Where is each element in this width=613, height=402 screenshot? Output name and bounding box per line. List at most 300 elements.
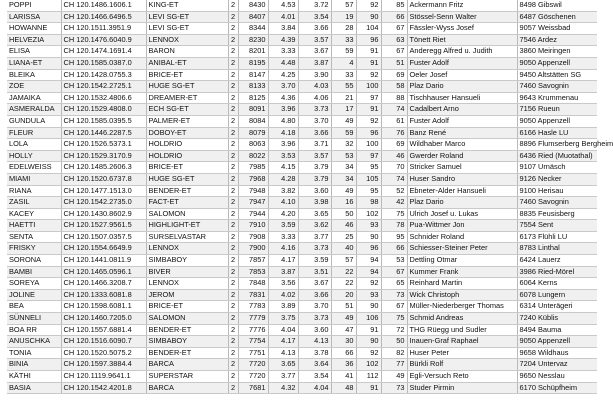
owner-cell: Anderegg Alfred u. Judith xyxy=(407,46,517,58)
table-row xyxy=(7,115,597,127)
stat-a-cell: 25 xyxy=(331,231,356,243)
owner-cell: Plaz Dario xyxy=(407,197,517,209)
cow-name-cell: LARISSA xyxy=(7,11,61,23)
sire-cell: PALMER-ET xyxy=(146,115,228,127)
table-row xyxy=(7,11,597,23)
table-row xyxy=(7,81,597,93)
cow-id-cell: CH 120.1527.9561.5 xyxy=(61,220,146,232)
cow-name-cell: HOWANNE xyxy=(7,23,61,35)
table-row xyxy=(7,104,597,116)
fat-pct-cell: 4.48 xyxy=(268,57,298,69)
location-cell: 8494 Bauma xyxy=(517,324,597,336)
lactation-cell: 2 xyxy=(228,104,238,116)
fat-pct-cell: 3.82 xyxy=(268,185,298,197)
milk-kg-cell: 7900 xyxy=(238,243,268,255)
milk-kg-cell: 8201 xyxy=(238,46,268,58)
protein-pct-cell: 3.79 xyxy=(298,173,331,185)
owner-cell: Fuster Adolf xyxy=(407,57,517,69)
lactation-cell: 2 xyxy=(228,220,238,232)
location-cell: 6078 Lungern xyxy=(517,289,597,301)
stat-b-cell: 93 xyxy=(356,289,381,301)
fat-pct-cell: 4.10 xyxy=(268,197,298,209)
stat-a-cell: 30 xyxy=(331,336,356,348)
stat-a-cell: 33 xyxy=(331,69,356,81)
stat-c-cell: 82 xyxy=(381,347,407,359)
sire-cell: FACT-ET xyxy=(146,197,228,209)
milk-kg-cell: 8063 xyxy=(238,139,268,151)
milk-kg-cell: 7985 xyxy=(238,162,268,174)
cow-id-cell: CH 120.1598.6081.1 xyxy=(61,301,146,313)
protein-pct-cell: 3.72 xyxy=(298,0,331,11)
fat-pct-cell: 4.18 xyxy=(268,127,298,139)
protein-pct-cell: 3.79 xyxy=(298,162,331,174)
table-row xyxy=(7,336,597,348)
lactation-cell: 2 xyxy=(228,23,238,35)
cow-name-cell: MIAMI xyxy=(7,173,61,185)
stat-a-cell: 32 xyxy=(331,139,356,151)
cow-id-cell: CH 120.1529.4808.0 xyxy=(61,104,146,116)
table-row xyxy=(7,301,597,313)
stat-c-cell: 63 xyxy=(381,34,407,46)
sire-cell: BIVER xyxy=(146,266,228,278)
sire-cell: BARCA xyxy=(146,359,228,371)
lactation-cell: 2 xyxy=(228,162,238,174)
fat-pct-cell: 4.17 xyxy=(268,336,298,348)
stat-a-cell: 48 xyxy=(331,382,356,394)
cow-id-cell: CH 120.1520.6737.8 xyxy=(61,173,146,185)
fat-pct-cell: 4.02 xyxy=(268,289,298,301)
table-row xyxy=(7,220,597,232)
table-row xyxy=(7,34,597,46)
lactation-cell: 2 xyxy=(228,150,238,162)
fat-pct-cell: 4.15 xyxy=(268,162,298,174)
table-row xyxy=(7,266,597,278)
stat-b-cell: 96 xyxy=(356,34,381,46)
stat-a-cell: 34 xyxy=(331,173,356,185)
cow-name-cell: FRISKY xyxy=(7,243,61,255)
protein-pct-cell: 3.71 xyxy=(298,139,331,151)
cow-name-cell: SENTA xyxy=(7,231,61,243)
cow-name-cell: HAETTI xyxy=(7,220,61,232)
cow-name-cell: JOLINE xyxy=(7,289,61,301)
lactation-cell: 2 xyxy=(228,81,238,93)
milk-kg-cell: 7857 xyxy=(238,255,268,267)
location-cell: 3860 Meiringen xyxy=(517,46,597,58)
cow-id-cell: CH 120.1554.6649.9 xyxy=(61,243,146,255)
protein-pct-cell: 3.66 xyxy=(298,23,331,35)
stat-a-cell: 33 xyxy=(331,34,356,46)
sire-cell: LEVI SG-ET xyxy=(146,11,228,23)
lactation-cell: 2 xyxy=(228,278,238,290)
owner-cell: THG Rüegg und Sudler xyxy=(407,324,517,336)
stat-b-cell: 92 xyxy=(356,0,381,11)
owner-cell: Banz René xyxy=(407,127,517,139)
stat-c-cell: 65 xyxy=(381,278,407,290)
stat-c-cell: 70 xyxy=(381,162,407,174)
sire-cell: DREAMER-ET xyxy=(146,92,228,104)
stat-a-cell: 47 xyxy=(331,324,356,336)
lactation-cell: 2 xyxy=(228,69,238,81)
table-row xyxy=(7,324,597,336)
lactation-cell: 2 xyxy=(228,255,238,267)
table-row xyxy=(7,231,597,243)
owner-cell: Wildhaber Marco xyxy=(407,139,517,151)
lactation-cell: 2 xyxy=(228,324,238,336)
cow-id-cell: CH 120.1430.8602.9 xyxy=(61,208,146,220)
stat-b-cell: 102 xyxy=(356,208,381,220)
stat-b-cell: 91 xyxy=(356,382,381,394)
milk-kg-cell: 8084 xyxy=(238,115,268,127)
location-cell: 6314 Unterägeri xyxy=(517,301,597,313)
sire-cell: ANIBAL-ET xyxy=(146,57,228,69)
stat-a-cell: 41 xyxy=(331,371,356,383)
milk-kg-cell: 7720 xyxy=(238,371,268,383)
milk-kg-cell: 7751 xyxy=(238,347,268,359)
owner-cell: Stricker Samuel xyxy=(407,162,517,174)
fat-pct-cell: 4.16 xyxy=(268,243,298,255)
owner-cell: Dettling Otmar xyxy=(407,255,517,267)
cow-id-cell: CH 120.1516.6090.7 xyxy=(61,336,146,348)
stat-c-cell: 52 xyxy=(381,185,407,197)
table-row xyxy=(7,150,597,162)
milk-kg-cell: 8230 xyxy=(238,34,268,46)
stat-b-cell: 90 xyxy=(356,231,381,243)
fat-pct-cell: 4.53 xyxy=(268,0,298,11)
location-cell: 9126 Necker xyxy=(517,173,597,185)
milk-kg-cell: 7947 xyxy=(238,197,268,209)
cow-name-cell: BASIA xyxy=(7,382,61,394)
table-row xyxy=(7,69,597,81)
protein-pct-cell: 3.87 xyxy=(298,57,331,69)
location-cell: 6173 Flühli LU xyxy=(517,231,597,243)
cow-id-cell: CH 120.1507.0357.5 xyxy=(61,231,146,243)
fat-pct-cell: 3.53 xyxy=(268,150,298,162)
milk-kg-cell: 8022 xyxy=(238,150,268,162)
fat-pct-cell: 3.89 xyxy=(268,301,298,313)
owner-cell: Schnider Roland xyxy=(407,231,517,243)
stat-b-cell: 94 xyxy=(356,255,381,267)
fat-pct-cell: 3.77 xyxy=(268,371,298,383)
stat-c-cell: 77 xyxy=(381,359,407,371)
sire-cell: LENNOX xyxy=(146,243,228,255)
fat-pct-cell: 4.80 xyxy=(268,115,298,127)
milk-kg-cell: 8407 xyxy=(238,11,268,23)
fat-pct-cell: 4.04 xyxy=(268,324,298,336)
cow-name-cell: ELISA xyxy=(7,46,61,58)
table-row xyxy=(7,243,597,255)
lactation-cell: 2 xyxy=(228,127,238,139)
milk-kg-cell: 7948 xyxy=(238,185,268,197)
location-cell: 9050 Appenzell xyxy=(517,57,597,69)
stat-a-cell: 51 xyxy=(331,301,356,313)
owner-cell: Plaz Dario xyxy=(407,81,517,93)
stat-a-cell: 49 xyxy=(331,185,356,197)
stat-b-cell: 100 xyxy=(356,139,381,151)
protein-pct-cell: 3.67 xyxy=(298,46,331,58)
sire-cell: KING-ET xyxy=(146,0,228,11)
stat-b-cell: 106 xyxy=(356,313,381,325)
stat-b-cell: 94 xyxy=(356,266,381,278)
milk-kg-cell: 7848 xyxy=(238,278,268,290)
cow-id-cell: CH 120.1466.3208.7 xyxy=(61,278,146,290)
stat-a-cell: 17 xyxy=(331,104,356,116)
stat-b-cell: 92 xyxy=(356,347,381,359)
owner-cell: Tischhauser Hansueli xyxy=(407,92,517,104)
owner-cell: Fuster Adolf xyxy=(407,115,517,127)
owner-cell: Studer Pirmin xyxy=(407,382,517,394)
stat-c-cell: 69 xyxy=(381,69,407,81)
stat-b-cell: 91 xyxy=(356,104,381,116)
protein-pct-cell: 4.03 xyxy=(298,81,331,93)
table-row xyxy=(7,173,597,185)
location-cell: 6170 Schüpfheim xyxy=(517,382,597,394)
fat-pct-cell: 3.96 xyxy=(268,104,298,116)
stat-b-cell: 97 xyxy=(356,92,381,104)
protein-pct-cell: 3.54 xyxy=(298,371,331,383)
stat-b-cell: 98 xyxy=(356,197,381,209)
table-row xyxy=(7,92,597,104)
cow-id-cell: CH 120.1585.0395.5 xyxy=(61,115,146,127)
owner-cell: Schmid Andreas xyxy=(407,313,517,325)
milk-kg-cell: 7776 xyxy=(238,324,268,336)
location-cell: 6436 Ried (Muotathal) xyxy=(517,150,597,162)
owner-cell: Oeler Josef xyxy=(407,69,517,81)
cow-id-cell: CH 120.1476.6040.9 xyxy=(61,34,146,46)
stat-c-cell: 76 xyxy=(381,127,407,139)
owner-cell: Müller-Niederberger Thomas xyxy=(407,301,517,313)
lactation-cell: 2 xyxy=(228,243,238,255)
cow-ranking-table xyxy=(7,0,613,394)
owner-cell: Huser Sandro xyxy=(407,173,517,185)
cow-name-cell: SOREYA xyxy=(7,278,61,290)
sire-cell: BENDER-ET xyxy=(146,324,228,336)
location-cell: 6064 Kerns xyxy=(517,278,597,290)
sire-cell: HUGE SG-ET xyxy=(146,81,228,93)
cow-name-cell: SORONA xyxy=(7,255,61,267)
cow-id-cell: CH 120.1460.7205.0 xyxy=(61,313,146,325)
stat-c-cell: 75 xyxy=(381,313,407,325)
milk-kg-cell: 7754 xyxy=(238,336,268,348)
sire-cell: ECH SG-ET xyxy=(146,104,228,116)
lactation-cell: 2 xyxy=(228,197,238,209)
sire-cell: DOBOY-ET xyxy=(146,127,228,139)
milk-kg-cell: 8079 xyxy=(238,127,268,139)
milk-kg-cell: 8147 xyxy=(238,69,268,81)
owner-cell: Pua-Wittmer Jon xyxy=(407,220,517,232)
lactation-cell: 2 xyxy=(228,289,238,301)
sire-cell: BARCA xyxy=(146,382,228,394)
stat-b-cell: 95 xyxy=(356,185,381,197)
protein-pct-cell: 3.65 xyxy=(298,208,331,220)
fat-pct-cell: 4.28 xyxy=(268,173,298,185)
protein-pct-cell: 3.59 xyxy=(298,255,331,267)
stat-c-cell: 74 xyxy=(381,104,407,116)
stat-b-cell: 104 xyxy=(356,23,381,35)
protein-pct-cell: 4.04 xyxy=(298,382,331,394)
fat-pct-cell: 4.32 xyxy=(268,382,298,394)
cow-id-cell: CH 120.1465.0596.1 xyxy=(61,266,146,278)
stat-b-cell: 96 xyxy=(356,127,381,139)
table-row xyxy=(7,208,597,220)
protein-pct-cell: 3.98 xyxy=(298,197,331,209)
fat-pct-cell: 3.33 xyxy=(268,231,298,243)
location-cell: 8783 Linthal xyxy=(517,243,597,255)
stat-c-cell: 67 xyxy=(381,266,407,278)
cow-name-cell: KÄTHI xyxy=(7,371,61,383)
milk-kg-cell: 7968 xyxy=(238,173,268,185)
location-cell: 9107 Urnäsch xyxy=(517,162,597,174)
sire-cell: BENDER-ET xyxy=(146,185,228,197)
location-cell: 9650 Nesslau xyxy=(517,371,597,383)
stat-a-cell: 57 xyxy=(331,0,356,11)
stat-c-cell: 88 xyxy=(381,92,407,104)
lactation-cell: 2 xyxy=(228,231,238,243)
stat-b-cell: 91 xyxy=(356,324,381,336)
sire-cell: HOLDRIO xyxy=(146,150,228,162)
lactation-cell: 2 xyxy=(228,208,238,220)
protein-pct-cell: 3.90 xyxy=(298,69,331,81)
table-row xyxy=(7,162,597,174)
milk-kg-cell: 8125 xyxy=(238,92,268,104)
stat-a-cell: 20 xyxy=(331,289,356,301)
fat-pct-cell: 3.56 xyxy=(268,278,298,290)
stat-c-cell: 95 xyxy=(381,231,407,243)
cow-id-cell: CH 120.1333.6081.8 xyxy=(61,289,146,301)
location-cell: 7240 Küblis xyxy=(517,313,597,325)
milk-kg-cell: 7910 xyxy=(238,220,268,232)
stat-a-cell: 40 xyxy=(331,243,356,255)
fat-pct-cell: 4.01 xyxy=(268,11,298,23)
milk-kg-cell: 7783 xyxy=(238,301,268,313)
stat-c-cell: 67 xyxy=(381,301,407,313)
owner-cell: Kummer Frank xyxy=(407,266,517,278)
lactation-cell: 2 xyxy=(228,266,238,278)
location-cell: 8896 Flumserberg Bergheim xyxy=(517,139,597,151)
milk-kg-cell: 7908 xyxy=(238,231,268,243)
milk-kg-cell: 8195 xyxy=(238,57,268,69)
stat-b-cell: 105 xyxy=(356,173,381,185)
milk-kg-cell: 8344 xyxy=(238,23,268,35)
location-cell: 7460 Savognin xyxy=(517,81,597,93)
sire-cell: SURSELVASTAR xyxy=(146,231,228,243)
lactation-cell: 2 xyxy=(228,382,238,394)
cow-id-cell: CH 120.1529.3170.9 xyxy=(61,150,146,162)
fat-pct-cell: 3.96 xyxy=(268,139,298,151)
stat-a-cell: 49 xyxy=(331,313,356,325)
cow-name-cell: BOA RR xyxy=(7,324,61,336)
cow-name-cell: LOLA xyxy=(7,139,61,151)
protein-pct-cell: 3.73 xyxy=(298,104,331,116)
cow-name-cell: BINIA xyxy=(7,359,61,371)
cow-name-cell: ASMERALDA xyxy=(7,104,61,116)
stat-c-cell: 73 xyxy=(381,382,407,394)
location-cell: 7554 Sent xyxy=(517,220,597,232)
sire-cell: SIMBABOY xyxy=(146,336,228,348)
cow-name-cell: BLEIKA xyxy=(7,69,61,81)
stat-b-cell: 91 xyxy=(356,57,381,69)
sire-cell: JEROM xyxy=(146,289,228,301)
location-cell: 9050 Appenzell xyxy=(517,115,597,127)
sire-cell: LENNOX xyxy=(146,278,228,290)
cow-id-cell: CH 120.1542.2735.0 xyxy=(61,197,146,209)
lactation-cell: 2 xyxy=(228,359,238,371)
owner-cell: Inauen-Graf Raphael xyxy=(407,336,517,348)
cow-id-cell: CH 120.1474.1691.4 xyxy=(61,46,146,58)
stat-c-cell: 69 xyxy=(381,139,407,151)
protein-pct-cell: 3.60 xyxy=(298,185,331,197)
protein-pct-cell: 3.70 xyxy=(298,301,331,313)
stat-c-cell: 51 xyxy=(381,57,407,69)
fat-pct-cell: 3.70 xyxy=(268,81,298,93)
lactation-cell: 2 xyxy=(228,301,238,313)
milk-kg-cell: 7853 xyxy=(238,266,268,278)
stat-a-cell: 22 xyxy=(331,278,356,290)
sire-cell: HIGHLIGHT-ET xyxy=(146,220,228,232)
stat-c-cell: 49 xyxy=(381,371,407,383)
location-cell: 7156 Rueun xyxy=(517,104,597,116)
stat-b-cell: 95 xyxy=(356,162,381,174)
protein-pct-cell: 3.54 xyxy=(298,11,331,23)
lactation-cell: 2 xyxy=(228,139,238,151)
lactation-cell: 2 xyxy=(228,347,238,359)
stat-c-cell: 78 xyxy=(381,220,407,232)
protein-pct-cell: 3.70 xyxy=(298,115,331,127)
table-row xyxy=(7,255,597,267)
owner-cell: Ebneter-Alder Hansueli xyxy=(407,185,517,197)
fat-pct-cell: 3.84 xyxy=(268,23,298,35)
sire-cell: SUPERSTAR xyxy=(146,371,228,383)
location-cell: 6487 Göschenen xyxy=(517,11,597,23)
stat-a-cell: 66 xyxy=(331,347,356,359)
table-row xyxy=(7,57,597,69)
cow-id-cell: CH 120.1532.4806.6 xyxy=(61,92,146,104)
stat-a-cell: 28 xyxy=(331,23,356,35)
table-body xyxy=(7,0,613,394)
stat-b-cell: 97 xyxy=(356,150,381,162)
location-cell: 6424 Lauerz xyxy=(517,255,597,267)
stat-a-cell: 55 xyxy=(331,81,356,93)
protein-pct-cell: 3.57 xyxy=(298,34,331,46)
cow-id-cell: CH 120.1542.2725.1 xyxy=(61,81,146,93)
cow-id-cell: CH 120.1485.2606.3 xyxy=(61,162,146,174)
stat-b-cell: 102 xyxy=(356,359,381,371)
protein-pct-cell: 3.60 xyxy=(298,324,331,336)
cow-name-cell: LIANA-ET xyxy=(7,57,61,69)
cow-name-cell: TONIA xyxy=(7,347,61,359)
cow-id-cell: CH 120.1466.6496.5 xyxy=(61,11,146,23)
lactation-cell: 2 xyxy=(228,313,238,325)
sire-cell: BRICE-ET xyxy=(146,162,228,174)
cow-id-cell: CH 120.1557.6881.4 xyxy=(61,324,146,336)
milk-kg-cell: 7779 xyxy=(238,313,268,325)
milk-kg-cell: 8430 xyxy=(238,0,268,11)
lactation-cell: 2 xyxy=(228,34,238,46)
owner-cell: Schiesser-Steiner Peter xyxy=(407,243,517,255)
location-cell: 7546 Ardez xyxy=(517,34,597,46)
stat-c-cell: 67 xyxy=(381,23,407,35)
stat-c-cell: 73 xyxy=(381,289,407,301)
stat-c-cell: 75 xyxy=(381,208,407,220)
location-cell: 9100 Herisau xyxy=(517,185,597,197)
location-cell: 9643 Krummenau xyxy=(517,92,597,104)
stat-a-cell: 21 xyxy=(331,92,356,104)
stat-b-cell: 90 xyxy=(356,301,381,313)
stat-b-cell: 91 xyxy=(356,46,381,58)
stat-a-cell: 49 xyxy=(331,115,356,127)
stat-a-cell: 16 xyxy=(331,197,356,209)
cow-name-cell: JAMAIKA xyxy=(7,92,61,104)
cow-id-cell: CH 120.1119.9641.1 xyxy=(61,371,146,383)
